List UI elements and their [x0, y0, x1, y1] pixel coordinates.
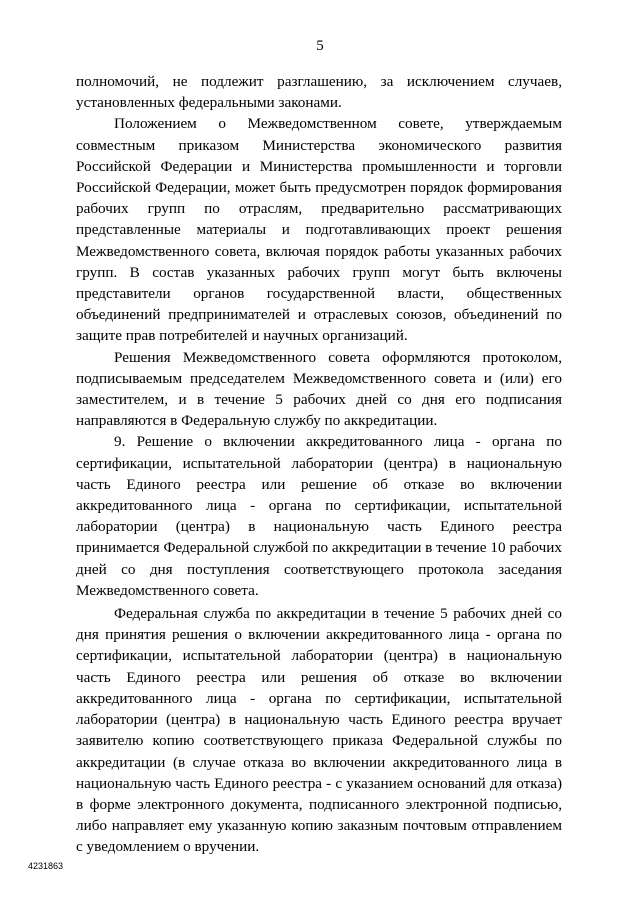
paragraph-council-decisions: Решения Межведомственного совета оформляются протоколом, подписываемым председателем Межведомственного совета и (или) его заместителем, и в течение 5 рабочих дней со дня его подписания направляются в Федеральную службу по аккредитации. — [76, 348, 562, 430]
paragraph-notification: Федеральная служба по аккредитации в течение 5 рабочих дней со дня принятия решения о включении аккредитованного лица - органа по сертификации, испытательной лаборатории (центра) в национальную часть Единого реестра или решения об отказе во включении аккредитованного лица - органа по сертификации, испытательной лаборатории (центра) в национальную часть Единого реестра вручает заявителю копию соответствующего приказа Федеральной службы по аккредитации (в случае отказа во включении аккредитованного лица в национальную часть Единого реестра - с указанием оснований для отказа) в форме электронного документа, подписанного электронной подписью, либо направляет ему указанную копию заказным почтовым отправлением с уведомлением о вручении. — [76, 605, 562, 856]
paragraph-continuation: полномочий, не подлежит разглашению, за исключением случаев, установленных федеральными законами. — [76, 73, 562, 112]
paragraph-working-groups: Положением о Межведомственном совете, утверждаемым совместным приказом Министерства экономического развития Российской Федерации и Министерства промышленности и торговли Российской Федерации, может быть предусмотрен порядок формирования рабочих групп по отраслям, предварительно рассматривающих представленные материалы и подготавливающих проект решения Межведомственного совета, включая порядок работы указанных рабочих групп. В состав указанных рабочих групп могут быть включены представители органов государственной власти, общественных объединений предпринимателей и отраслевых союзов, объединений по защите прав потребителей и научных организаций. — [76, 115, 562, 345]
paragraph-item-9: 9. Решение о включении аккредитованного лица - органа по сертификации, испытательной лаборатории (центра) в национальную часть Единого реестра или решение об отказе во включении аккредитованного лица - органа по сертификации, испытательной лаборатории (центра) в национальную часть Единого реестра принимается Федеральной службой по аккредитации в течение 10 рабочих дней со дня поступления соответствующего протокола заседания Межведомственного совета. — [76, 433, 562, 599]
page-number: 5 — [316, 38, 324, 54]
document-code: 4231863 — [28, 861, 64, 871]
document-body — [76, 71, 562, 858]
